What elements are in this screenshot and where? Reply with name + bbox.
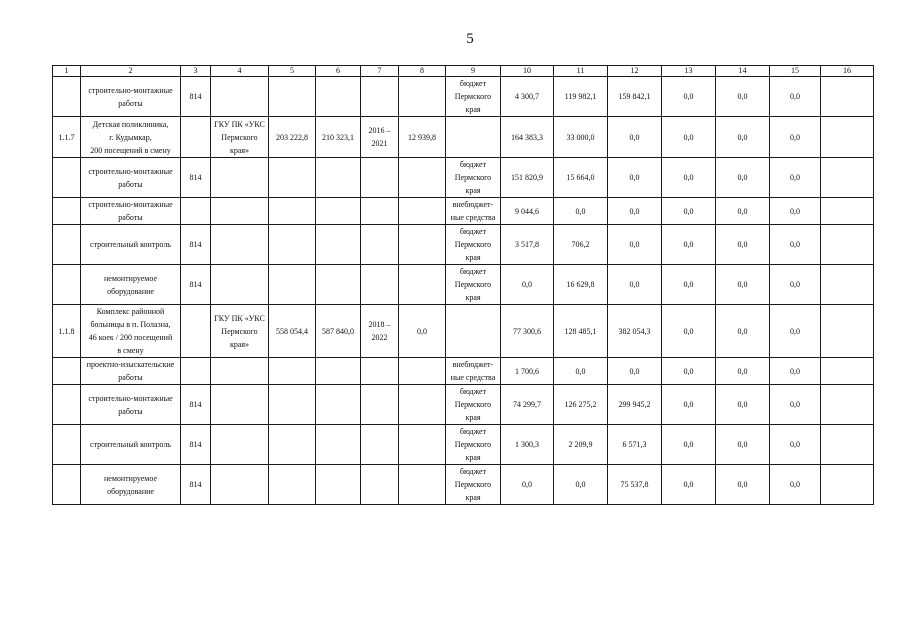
column-header: 16 <box>821 66 874 77</box>
amount-col-11: 119 982,1 <box>554 77 608 117</box>
item-number <box>53 425 81 465</box>
customer-cell <box>211 425 269 465</box>
amount-col-15: 0,0 <box>770 77 821 117</box>
amount-col-14: 0,0 <box>716 198 770 225</box>
estimated-cost <box>269 358 316 385</box>
customer-cell <box>211 198 269 225</box>
prior-funding <box>399 358 446 385</box>
amount-col-10: 0,0 <box>501 265 554 305</box>
code-cell: 814 <box>181 465 211 505</box>
amount-col-12: 0,0 <box>608 117 662 158</box>
period-cell <box>361 198 399 225</box>
total-cost: 210 323,1 <box>316 117 361 158</box>
amount-col-16 <box>821 465 874 505</box>
amount-col-15: 0,0 <box>770 265 821 305</box>
column-header: 11 <box>554 66 608 77</box>
customer-cell <box>211 358 269 385</box>
item-number: 1.1.7 <box>53 117 81 158</box>
amount-col-15: 0,0 <box>770 358 821 385</box>
code-cell <box>181 117 211 158</box>
amount-col-12: 0,0 <box>608 358 662 385</box>
amount-col-11: 0,0 <box>554 358 608 385</box>
table-row <box>53 77 874 117</box>
amount-col-16 <box>821 158 874 198</box>
item-number <box>53 225 81 265</box>
amount-col-15: 0,0 <box>770 305 821 358</box>
column-header: 8 <box>399 66 446 77</box>
amount-col-11: 16 629,8 <box>554 265 608 305</box>
amount-col-13: 0,0 <box>662 158 716 198</box>
column-header: 10 <box>501 66 554 77</box>
item-number <box>53 385 81 425</box>
amount-col-12: 0,0 <box>608 158 662 198</box>
amount-col-10: 164 383,3 <box>501 117 554 158</box>
period-cell <box>361 385 399 425</box>
prior-funding <box>399 77 446 117</box>
amount-col-13: 0,0 <box>662 358 716 385</box>
amount-col-10: 1 300,3 <box>501 425 554 465</box>
total-cost <box>316 385 361 425</box>
amount-col-14: 0,0 <box>716 358 770 385</box>
amount-col-10: 0,0 <box>501 465 554 505</box>
estimated-cost <box>269 198 316 225</box>
amount-col-13: 0,0 <box>662 225 716 265</box>
amount-col-12: 159 842,1 <box>608 77 662 117</box>
table-row <box>53 358 874 385</box>
estimated-cost: 203 222,8 <box>269 117 316 158</box>
code-cell: 814 <box>181 425 211 465</box>
amount-col-14: 0,0 <box>716 425 770 465</box>
customer-cell: ГКУ ПК «УКС Пермского края» <box>211 117 269 158</box>
code-cell <box>181 305 211 358</box>
amount-col-10: 77 300,6 <box>501 305 554 358</box>
prior-funding <box>399 465 446 505</box>
total-cost <box>316 77 361 117</box>
funding-source: бюджет Пермского края <box>446 77 501 117</box>
amount-col-16 <box>821 305 874 358</box>
total-cost <box>316 198 361 225</box>
column-header: 13 <box>662 66 716 77</box>
amount-col-10: 74 299,7 <box>501 385 554 425</box>
total-cost <box>316 465 361 505</box>
customer-cell <box>211 158 269 198</box>
prior-funding <box>399 265 446 305</box>
amount-col-15: 0,0 <box>770 465 821 505</box>
prior-funding <box>399 158 446 198</box>
funding-source <box>446 305 501 358</box>
estimated-cost <box>269 385 316 425</box>
period-cell <box>361 77 399 117</box>
amount-col-15: 0,0 <box>770 225 821 265</box>
amount-col-11: 706,2 <box>554 225 608 265</box>
amount-col-14: 0,0 <box>716 305 770 358</box>
data-table <box>52 65 874 505</box>
column-header: 4 <box>211 66 269 77</box>
amount-col-14: 0,0 <box>716 117 770 158</box>
item-number <box>53 465 81 505</box>
amount-col-11: 2 209,9 <box>554 425 608 465</box>
column-header: 6 <box>316 66 361 77</box>
funding-source: бюджет Пермского края <box>446 425 501 465</box>
amount-col-11: 126 275,2 <box>554 385 608 425</box>
table-row <box>53 117 874 158</box>
funding-source: бюджет Пермского края <box>446 385 501 425</box>
amount-col-13: 0,0 <box>662 305 716 358</box>
customer-cell <box>211 225 269 265</box>
funding-source <box>446 117 501 158</box>
total-cost: 587 840,0 <box>316 305 361 358</box>
period-cell <box>361 158 399 198</box>
amount-col-16 <box>821 117 874 158</box>
prior-funding: 12 939,8 <box>399 117 446 158</box>
period-cell <box>361 358 399 385</box>
amount-col-14: 0,0 <box>716 385 770 425</box>
amount-col-16 <box>821 385 874 425</box>
amount-col-11: 15 664,0 <box>554 158 608 198</box>
funding-source: бюджет Пермского края <box>446 225 501 265</box>
table-row <box>53 425 874 465</box>
item-name: Комплекс районной больницы в п. Полазна, 46 коек / 200 посещений в смену <box>81 305 181 358</box>
amount-col-10: 1 700,6 <box>501 358 554 385</box>
customer-cell <box>211 385 269 425</box>
item-number <box>53 158 81 198</box>
amount-col-16 <box>821 265 874 305</box>
amount-col-13: 0,0 <box>662 265 716 305</box>
code-cell: 814 <box>181 225 211 265</box>
amount-col-13: 0,0 <box>662 385 716 425</box>
code-cell: 814 <box>181 265 211 305</box>
amount-col-12: 382 054,3 <box>608 305 662 358</box>
amount-col-16 <box>821 77 874 117</box>
code-cell: 814 <box>181 77 211 117</box>
item-name: строительно-монтажные работы <box>81 77 181 117</box>
column-header: 14 <box>716 66 770 77</box>
item-number: 1.1.8 <box>53 305 81 358</box>
total-cost <box>316 225 361 265</box>
period-cell: 2016 – 2021 <box>361 117 399 158</box>
amount-col-10: 151 820,9 <box>501 158 554 198</box>
funding-source: бюджет Пермского края <box>446 158 501 198</box>
item-name: строительный контроль <box>81 225 181 265</box>
prior-funding <box>399 385 446 425</box>
column-header: 15 <box>770 66 821 77</box>
column-header: 1 <box>53 66 81 77</box>
amount-col-12: 0,0 <box>608 198 662 225</box>
total-cost <box>316 158 361 198</box>
item-name: строительно-монтажные работы <box>81 198 181 225</box>
table-row <box>53 265 874 305</box>
amount-col-15: 0,0 <box>770 198 821 225</box>
estimated-cost <box>269 225 316 265</box>
period-cell <box>361 225 399 265</box>
column-header: 2 <box>81 66 181 77</box>
estimated-cost <box>269 465 316 505</box>
period-cell <box>361 265 399 305</box>
customer-cell: ГКУ ПК «УКС Пермского края» <box>211 305 269 358</box>
page-number: 5 <box>466 31 474 47</box>
amount-col-12: 0,0 <box>608 225 662 265</box>
amount-col-16 <box>821 225 874 265</box>
total-cost <box>316 358 361 385</box>
amount-col-10: 3 517,8 <box>501 225 554 265</box>
code-cell: 814 <box>181 158 211 198</box>
customer-cell <box>211 77 269 117</box>
prior-funding <box>399 198 446 225</box>
amount-col-16 <box>821 198 874 225</box>
item-name: проектно-изыскательские работы <box>81 358 181 385</box>
estimated-cost <box>269 158 316 198</box>
amount-col-14: 0,0 <box>716 225 770 265</box>
amount-col-14: 0,0 <box>716 465 770 505</box>
amount-col-15: 0,0 <box>770 158 821 198</box>
period-cell <box>361 425 399 465</box>
table-row <box>53 385 874 425</box>
total-cost <box>316 425 361 465</box>
amount-col-15: 0,0 <box>770 425 821 465</box>
amount-col-12: 0,0 <box>608 265 662 305</box>
prior-funding <box>399 225 446 265</box>
amount-col-10: 9 044,6 <box>501 198 554 225</box>
amount-col-16 <box>821 358 874 385</box>
amount-col-11: 0,0 <box>554 198 608 225</box>
item-number <box>53 77 81 117</box>
amount-col-13: 0,0 <box>662 425 716 465</box>
amount-col-14: 0,0 <box>716 265 770 305</box>
table-row <box>53 465 874 505</box>
prior-funding: 0,0 <box>399 305 446 358</box>
amount-col-11: 0,0 <box>554 465 608 505</box>
period-cell <box>361 465 399 505</box>
item-name: немонтируемое оборудование <box>81 265 181 305</box>
amount-col-15: 0,0 <box>770 117 821 158</box>
item-number <box>53 265 81 305</box>
code-cell <box>181 358 211 385</box>
table-row <box>53 158 874 198</box>
amount-col-11: 128 485,1 <box>554 305 608 358</box>
column-header: 9 <box>446 66 501 77</box>
column-header: 5 <box>269 66 316 77</box>
amount-col-13: 0,0 <box>662 465 716 505</box>
total-cost <box>316 265 361 305</box>
amount-col-10: 4 300,7 <box>501 77 554 117</box>
item-number <box>53 198 81 225</box>
amount-col-14: 0,0 <box>716 77 770 117</box>
header-row <box>53 66 874 77</box>
column-header: 12 <box>608 66 662 77</box>
code-cell: 814 <box>181 385 211 425</box>
table-row <box>53 198 874 225</box>
amount-col-12: 75 537,8 <box>608 465 662 505</box>
item-name: немонтируемое оборудование <box>81 465 181 505</box>
item-number <box>53 358 81 385</box>
funding-source: бюджет Пермского края <box>446 265 501 305</box>
item-name: строительный контроль <box>81 425 181 465</box>
customer-cell <box>211 465 269 505</box>
table-row <box>53 305 874 358</box>
item-name: строительно-монтажные работы <box>81 385 181 425</box>
column-header: 3 <box>181 66 211 77</box>
prior-funding <box>399 425 446 465</box>
amount-col-15: 0,0 <box>770 385 821 425</box>
estimated-cost <box>269 265 316 305</box>
estimated-cost <box>269 425 316 465</box>
amount-col-13: 0,0 <box>662 117 716 158</box>
funding-source: внебюджет-ные средства <box>446 358 501 385</box>
customer-cell <box>211 265 269 305</box>
amount-col-13: 0,0 <box>662 77 716 117</box>
amount-col-14: 0,0 <box>716 158 770 198</box>
item-name: Детская поликлиника, г. Кудымкар, 200 посещений в смену <box>81 117 181 158</box>
amount-col-12: 6 571,3 <box>608 425 662 465</box>
amount-col-11: 33 000,0 <box>554 117 608 158</box>
period-cell: 2018 – 2022 <box>361 305 399 358</box>
estimated-cost <box>269 77 316 117</box>
estimated-cost: 558 054,4 <box>269 305 316 358</box>
column-header: 7 <box>361 66 399 77</box>
funding-source: внебюджет-ные средства <box>446 198 501 225</box>
funding-source: бюджет Пермского края <box>446 465 501 505</box>
item-name: строительно-монтажные работы <box>81 158 181 198</box>
amount-col-13: 0,0 <box>662 198 716 225</box>
table-row <box>53 225 874 265</box>
amount-col-12: 299 945,2 <box>608 385 662 425</box>
code-cell <box>181 198 211 225</box>
amount-col-16 <box>821 425 874 465</box>
